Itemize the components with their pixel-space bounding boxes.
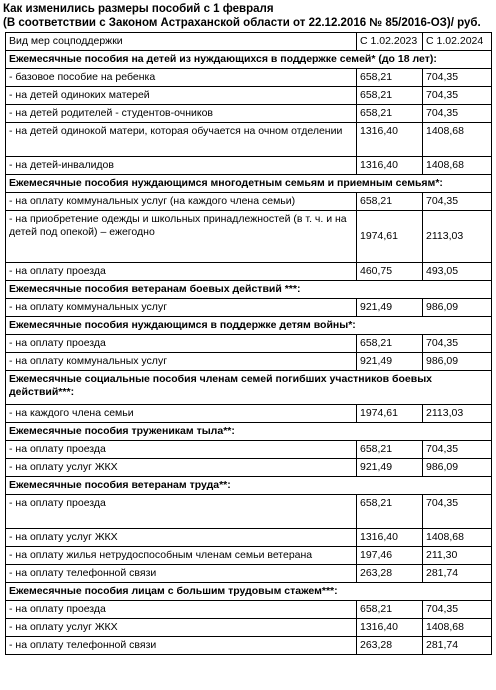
table-row (6, 105, 492, 123)
value-2023: 658,21 (357, 69, 423, 87)
value-2023: 197,46 (357, 547, 423, 565)
value-2023: 658,21 (357, 193, 423, 211)
section-header-row (6, 477, 492, 495)
benefit-label: - на оплату проезда (6, 495, 357, 529)
value-2023: 658,21 (357, 441, 423, 459)
section-header-row (6, 281, 492, 299)
value-2024: 1408,68 (423, 529, 492, 547)
benefit-label: - на оплату проезда (6, 441, 357, 459)
table-row (6, 441, 492, 459)
benefit-label: - на оплату услуг ЖКХ (6, 619, 357, 637)
benefits-table (5, 32, 492, 655)
section-header-row (6, 51, 492, 69)
benefit-label: - на оплату коммунальных услуг (6, 353, 357, 371)
value-2023: 1316,40 (357, 157, 423, 175)
title-line-1: Как изменились размеры пособий с 1 февраля (3, 3, 274, 15)
benefit-label: - на оплату коммунальных услуг (на каждого члена семьи) (6, 193, 357, 211)
value-2024: 704,35 (423, 335, 492, 353)
table-header-row (6, 33, 492, 51)
value-2023: 658,21 (357, 601, 423, 619)
value-2024: 986,09 (423, 459, 492, 477)
section-title: Ежемесячные пособия нуждающимся в поддержке детям войны*: (6, 317, 492, 335)
value-2024: 986,09 (423, 299, 492, 317)
value-2024: 1408,68 (423, 157, 492, 175)
table-row (6, 299, 492, 317)
benefit-label: - на детей одинокой матери, которая обучается на очном отделении (6, 123, 357, 157)
value-2024: 1408,68 (423, 619, 492, 637)
benefit-label: - на оплату телефонной связи (6, 565, 357, 583)
value-2023: 1316,40 (357, 619, 423, 637)
benefit-label: - на оплату телефонной связи (6, 637, 357, 655)
value-2023: 921,49 (357, 299, 423, 317)
value-2024: 281,74 (423, 637, 492, 655)
section-title: Ежемесячные пособия ветеранам труда**: (6, 477, 492, 495)
benefit-label: - на детей одиноких матерей (6, 87, 357, 105)
value-2024: 704,35 (423, 105, 492, 123)
section-title: Ежемесячные пособия на детей из нуждающихся в поддержке семей* (до 18 лет): (6, 51, 492, 69)
table-row (6, 547, 492, 565)
section-header-row (6, 175, 492, 193)
benefit-label: - на приобретение одежды и школьных принадлежностей (в т. ч. и на детей под опекой) – ежегодно (6, 211, 357, 263)
value-2023: 658,21 (357, 87, 423, 105)
value-2024: 1408,68 (423, 123, 492, 157)
section-header-row (6, 317, 492, 335)
value-2024: 281,74 (423, 565, 492, 583)
benefit-label: - на детей-инвалидов (6, 157, 357, 175)
table-row (6, 529, 492, 547)
section-header-row (6, 423, 492, 441)
value-2024: 704,35 (423, 69, 492, 87)
value-2024: 704,35 (423, 87, 492, 105)
value-2023: 921,49 (357, 353, 423, 371)
value-2024: 493,05 (423, 263, 492, 281)
value-2023: 460,75 (357, 263, 423, 281)
table-row (6, 263, 492, 281)
value-2023: 1974,61 (357, 405, 423, 423)
benefit-label: - на каждого члена семьи (6, 405, 357, 423)
table-row (6, 211, 492, 263)
section-title: Ежемесячные пособия лицам с большим трудовым стажем***: (6, 583, 492, 601)
header-measure-type: Вид мер соцподдержки (6, 33, 357, 51)
table-row (6, 565, 492, 583)
table-row (6, 87, 492, 105)
table-row (6, 601, 492, 619)
benefits-table-body (6, 33, 492, 655)
table-row (6, 193, 492, 211)
benefit-label: - на оплату жилья нетрудоспособным членам семьи ветерана (6, 547, 357, 565)
table-row (6, 157, 492, 175)
value-2024: 2113,03 (423, 211, 492, 263)
benefit-label: - на оплату проезда (6, 601, 357, 619)
header-2024: С 1.02.2024 (423, 33, 492, 51)
table-row (6, 459, 492, 477)
benefit-label: - на оплату услуг ЖКХ (6, 459, 357, 477)
value-2024: 704,35 (423, 441, 492, 459)
table-row (6, 405, 492, 423)
value-2023: 658,21 (357, 495, 423, 529)
value-2024: 211,30 (423, 547, 492, 565)
benefits-table-container (5, 32, 491, 655)
value-2024: 704,35 (423, 193, 492, 211)
benefit-label: - базовое пособие на ребенка (6, 69, 357, 87)
value-2023: 658,21 (357, 335, 423, 353)
value-2023: 921,49 (357, 459, 423, 477)
section-title: Ежемесячные пособия нуждающимся многодетным семьям и приемным семьям*: (6, 175, 492, 193)
document-title (3, 2, 493, 30)
value-2023: 658,21 (357, 105, 423, 123)
section-title: Ежемесячные социальные пособия членам семей погибших участников боевых действий***: (6, 371, 492, 405)
table-row (6, 353, 492, 371)
section-title: Ежемесячные пособия труженикам тыла**: (6, 423, 492, 441)
title-line-2: (В соответствии с Законом Астраханской области от 22.12.2016 № 85/2016-ОЗ)/ руб. (3, 17, 481, 29)
table-row (6, 619, 492, 637)
section-header-row (6, 371, 492, 405)
value-2023: 1316,40 (357, 529, 423, 547)
value-2023: 263,28 (357, 637, 423, 655)
benefit-label: - на оплату проезда (6, 335, 357, 353)
benefit-label: - на оплату услуг ЖКХ (6, 529, 357, 547)
value-2024: 986,09 (423, 353, 492, 371)
value-2024: 704,35 (423, 601, 492, 619)
table-row (6, 637, 492, 655)
value-2024: 2113,03 (423, 405, 492, 423)
header-2023: С 1.02.2023 (357, 33, 423, 51)
value-2023: 1316,40 (357, 123, 423, 157)
section-header-row (6, 583, 492, 601)
benefit-label: - на оплату проезда (6, 263, 357, 281)
table-row (6, 123, 492, 157)
benefit-label: - на детей родителей - студентов-очников (6, 105, 357, 123)
benefit-label: - на оплату коммунальных услуг (6, 299, 357, 317)
value-2023: 1974,61 (357, 211, 423, 263)
section-title: Ежемесячные пособия ветеранам боевых действий ***: (6, 281, 492, 299)
table-row (6, 495, 492, 529)
table-row (6, 69, 492, 87)
value-2024: 704,35 (423, 495, 492, 529)
value-2023: 263,28 (357, 565, 423, 583)
table-row (6, 335, 492, 353)
